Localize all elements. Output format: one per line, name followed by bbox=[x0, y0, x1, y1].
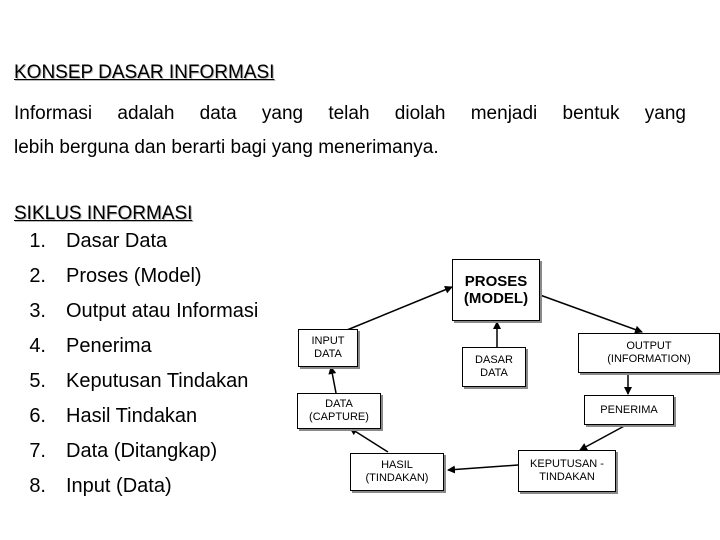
page-title: KONSEP DASAR INFORMASI bbox=[14, 62, 275, 83]
step-label: Input (Data) bbox=[66, 475, 172, 497]
step-number: 5. bbox=[29, 370, 46, 392]
intro-line-2: lebih berguna dan berarti bagi yang menerimanya. bbox=[14, 137, 439, 158]
step-label: Hasil Tindakan bbox=[66, 405, 198, 427]
hasil-tindakan-box: HASIL (TINDAKAN) bbox=[350, 453, 444, 491]
penerima-box: PENERIMA bbox=[584, 395, 674, 425]
arrow-input-to-proses bbox=[347, 287, 452, 330]
arrow-data-capture-to-input bbox=[331, 367, 336, 393]
step-number: 3. bbox=[29, 300, 46, 322]
arrow-keputusan-to-hasil bbox=[448, 465, 518, 470]
intro-line-1: Informasi adalah data yang telah diolah menjadi bentuk yang bbox=[14, 103, 686, 124]
step-number: 7. bbox=[29, 440, 46, 462]
step-number: 8. bbox=[29, 475, 46, 497]
step-number: 6. bbox=[29, 405, 46, 427]
step-label: Penerima bbox=[66, 335, 152, 357]
arrow-penerima-to-keputusan bbox=[580, 424, 628, 450]
data-capture-box: DATA (CAPTURE) bbox=[297, 393, 381, 429]
step-label: Proses (Model) bbox=[66, 265, 202, 287]
step-label: Dasar Data bbox=[66, 230, 168, 252]
step-number: 1. bbox=[29, 230, 46, 252]
section-title: SIKLUS INFORMASI bbox=[14, 203, 193, 224]
step-number: 2. bbox=[29, 265, 46, 287]
input-data-box: INPUT DATA bbox=[298, 329, 358, 367]
step-label: Output atau Informasi bbox=[66, 300, 259, 322]
proses-model-box: PROSES (MODEL) bbox=[452, 259, 540, 321]
arrow-proses-to-output bbox=[540, 295, 642, 332]
arrow-hasil-to-data-capture bbox=[350, 428, 388, 452]
keputusan-tindakan-box: KEPUTUSAN - TINDAKAN bbox=[518, 450, 616, 492]
step-number: 4. bbox=[29, 335, 46, 357]
step-label: Keputusan Tindakan bbox=[66, 370, 249, 392]
output-information-box: OUTPUT (INFORMATION) bbox=[578, 333, 720, 373]
step-label: Data (Ditangkap) bbox=[66, 440, 218, 462]
dasar-data-box: DASAR DATA bbox=[462, 347, 526, 387]
